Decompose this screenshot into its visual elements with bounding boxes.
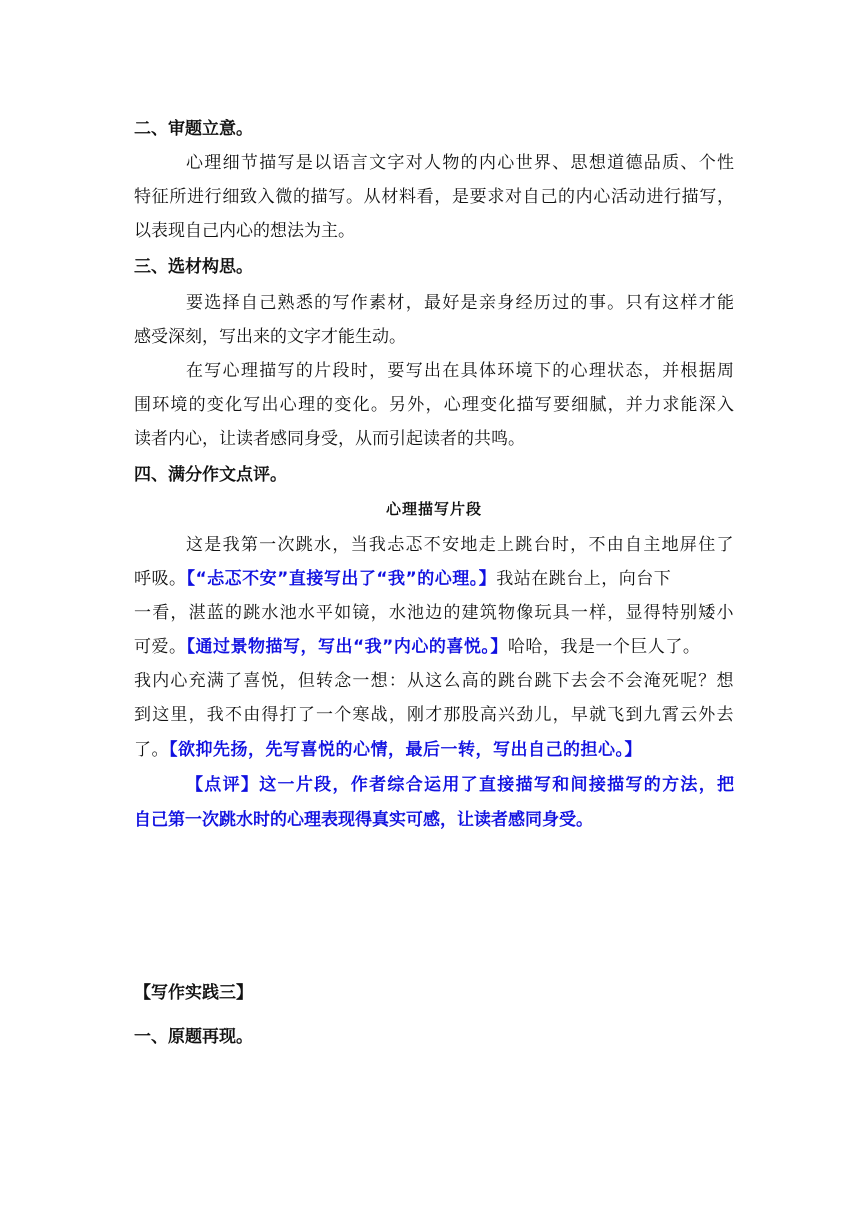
essay-line: 我内心充满了喜悦，但转念一想：从这么高的跳台跳下去会不会淹死呢？想 <box>134 671 734 691</box>
essay-line: 到这里，我不由得打了一个寒战，刚才那股高兴劲儿，早就飞到九霄云外去 <box>134 705 734 725</box>
section-heading-2: 二、审题立意。 <box>134 119 253 139</box>
essay-text: 呼吸。 <box>134 569 187 589</box>
essay-line <box>134 630 734 664</box>
paragraph-line: 特征所进行细致入微的描写。从材料看，是要求对自己的内心活动进行描写， <box>134 187 734 207</box>
comment-annotation: 【通过景物描写，写出“我”内心的喜悦。】 <box>186 637 508 657</box>
essay-line: 一看，湛蓝的跳水池水平如镜，水池边的建筑物像玩具一样，显得特别矮小 <box>134 603 734 623</box>
paragraph-line: 在写心理描写的片段时，要写出在具体环境下的心理状态，并根据周 <box>186 361 734 381</box>
paragraph-line: 以表现自己内心的想法为主。 <box>134 221 355 241</box>
comment-annotation: 【欲抑先扬，先写喜悦的心情，最后一转，写出自己的担心。】 <box>169 740 642 760</box>
essay-text: 可爱。 <box>134 637 187 657</box>
essay-text: 哈哈，我是一个巨人了。 <box>507 637 701 657</box>
essay-text: 我站在跳台上，向台下 <box>496 569 672 589</box>
paragraph-line: 感受深刻，写出来的文字才能生动。 <box>134 327 406 347</box>
paragraph-line: 读者内心，让读者感同身受，从而引起读者的共鸣。 <box>134 429 525 449</box>
section-heading-4: 四、满分作文点评。 <box>134 465 287 485</box>
practice-heading: 【写作实践三】 <box>134 983 253 1003</box>
practice-subheading: 一、原题再现。 <box>134 1027 253 1047</box>
essay-text: 了。 <box>134 740 169 760</box>
paragraph-line: 心理细节描写是以语言文字对人物的内心世界、思想道德品质、个性 <box>186 153 734 173</box>
section-heading-3: 三、选材构思。 <box>134 257 253 277</box>
essay-line <box>134 562 734 596</box>
essay-line: 这是我第一次跳水，当我忐忑不安地走上跳台时，不由自主地屏住了 <box>186 535 734 555</box>
paragraph-line: 要选择自己熟悉的写作素材，最好是亲身经历过的事。只有这样才能 <box>186 293 734 313</box>
paragraph-line: 围环境的变化写出心理的变化。另外，心理变化描写要细腻，并力求能深入 <box>134 395 734 415</box>
review-line: 自己第一次跳水时的心理表现得真实可感，让读者感同身受。 <box>134 810 593 830</box>
comment-annotation: 【“忐忑不安”直接写出了“我”的心理。】 <box>186 569 497 589</box>
essay-title: 心理描写片段 <box>385 500 482 518</box>
review-line: 【点评】这一片段，作者综合运用了直接描写和间接描写的方法，把 <box>186 775 734 795</box>
essay-line <box>134 733 734 767</box>
